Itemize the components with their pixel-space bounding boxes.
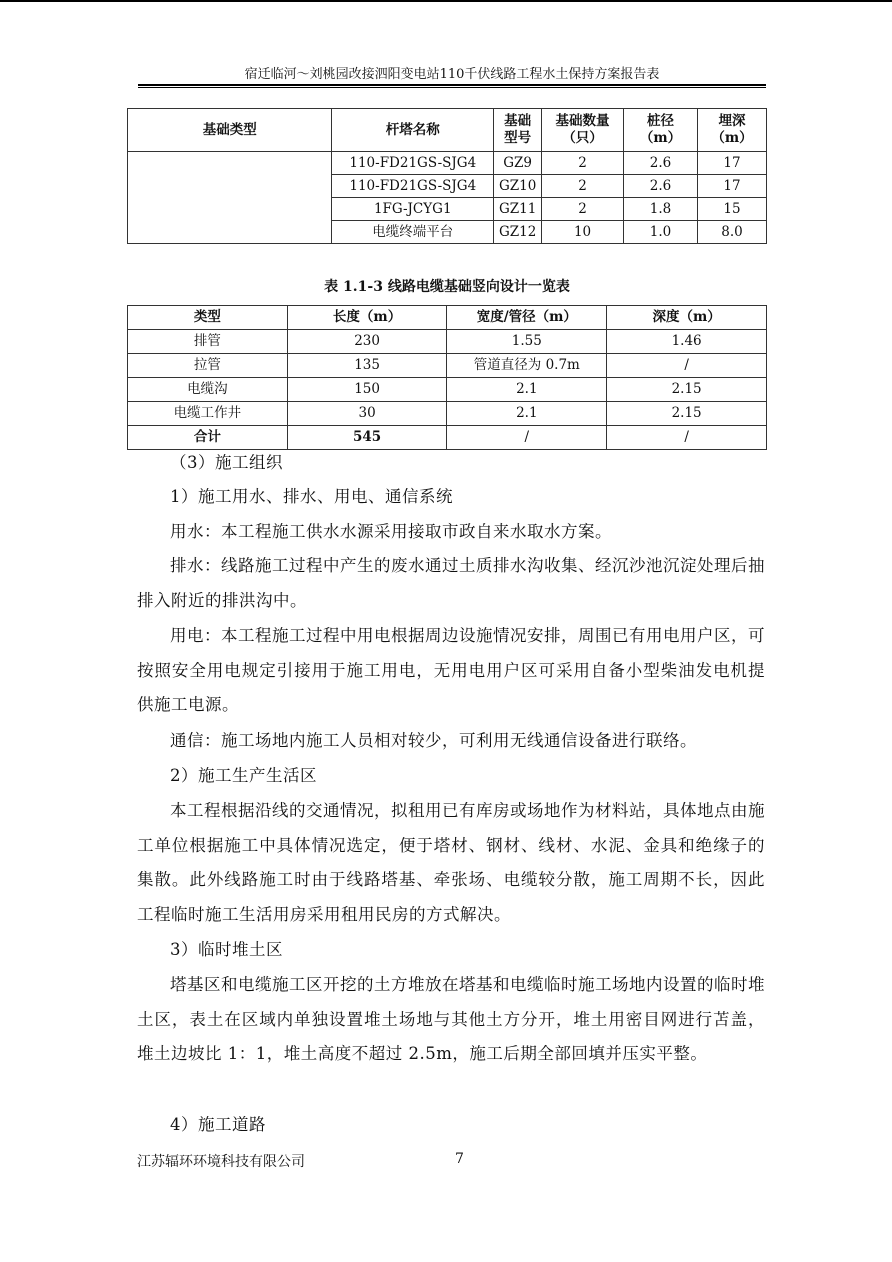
section-heading: （3）施工组织: [170, 453, 283, 472]
footer-company: 江苏辐环环境科技有限公司: [137, 1154, 305, 1170]
type-cell: 电缆沟: [128, 378, 288, 402]
depth-cell: 17: [697, 175, 766, 198]
count-cell: 10: [542, 221, 624, 244]
depth-cell: 17: [697, 152, 766, 175]
length-cell: 135: [287, 354, 447, 378]
diameter-cell: 1.8: [623, 198, 697, 221]
table-row: [128, 378, 767, 402]
count-cell: 2: [542, 175, 624, 198]
header-cell: 类型: [128, 306, 288, 330]
header-cell: 基础数量（只）: [542, 109, 624, 152]
table-row: [128, 354, 767, 378]
type-cell: 拉管: [128, 354, 288, 378]
subsection-heading: 3）临时堆土区: [170, 940, 283, 959]
length-cell: 230: [287, 330, 447, 354]
header-cell: 深度（m）: [607, 306, 767, 330]
depth-cell: 2.15: [607, 378, 767, 402]
type-cell: 排管: [128, 330, 288, 354]
subsection-heading: 2）施工生产生活区: [170, 766, 317, 785]
page-header-title: 宿迁临河～刘桃园改接泗阳变电站110千伏线路工程水土保持方案报告表: [244, 67, 660, 82]
foundation-type-cell: [128, 152, 332, 244]
header-cell: 桩径（m）: [623, 109, 697, 152]
model-cell: GZ11: [494, 198, 542, 221]
table-row: [128, 402, 767, 426]
page-number: 7: [455, 1151, 464, 1167]
tower-name-cell: 110-FD21GS-SJG4: [332, 175, 494, 198]
header-cell: 宽度/管径（m）: [447, 306, 607, 330]
paragraph-communication: 通信：施工场地内施工人员相对较少，可利用无线通信设备进行联络。: [170, 731, 697, 750]
paragraph-spoil-area: 塔基区和电缆施工区开挖的土方堆放在塔基和电缆临时施工场地内设置的临时堆土区，表土在区域内单独设置堆土场地与其他土方分开，堆土用密目网进行苫盖，堆土边坡比 1：1，堆土高度不超过 2.5m，施工后期全部回填并压实平整。: [137, 975, 765, 1063]
total-label-cell: 合计: [128, 426, 288, 450]
diameter-cell: 1.0: [623, 221, 697, 244]
paragraph-electricity: 用电：本工程施工过程中用电根据周边设施情况安排，周围已有用电用户区，可按照安全用电规定引接用于施工用电，无用电用户区可采用自备小型柴油发电机提供施工电源。: [137, 626, 765, 714]
header-cell: 基础型号: [494, 109, 542, 152]
count-cell: 2: [542, 198, 624, 221]
width-cell: 管道直径为 0.7m: [447, 354, 607, 378]
diameter-cell: 2.6: [623, 152, 697, 175]
model-cell: GZ10: [494, 175, 542, 198]
depth-cell: 2.15: [607, 402, 767, 426]
paragraph-living-area: 本工程根据沿线的交通情况，拟租用已有库房或场地作为材料站，具体地点由施工单位根据施工中具体情况选定，便于塔材、钢材、线材、水泥、金具和绝缘子的集散。此外线路施工时由于线路塔基、牵张场、电缆较分散，施工周期不长，因此工程临时施工生活用房采用租用民房的方式解决。: [137, 801, 765, 924]
header-cell: 杆塔名称: [332, 109, 494, 152]
width-cell: 2.1: [447, 402, 607, 426]
subsection-heading: 4）施工道路: [170, 1115, 266, 1134]
table-header-row: [128, 306, 767, 330]
tower-name-cell: 电缆终端平台: [332, 221, 494, 244]
width-cell: 1.55: [447, 330, 607, 354]
depth-cell: /: [607, 354, 767, 378]
table-header-row: [128, 109, 767, 152]
tower-name-cell: 110-FD21GS-SJG4: [332, 152, 494, 175]
model-cell: GZ9: [494, 152, 542, 175]
depth-cell: 15: [697, 198, 766, 221]
count-cell: 2: [542, 152, 624, 175]
header-cell: 基础类型: [128, 109, 332, 152]
table-caption: 表 1.1-3 线路电缆基础竖向设计一览表: [324, 279, 570, 295]
model-cell: GZ12: [494, 221, 542, 244]
header-rule: [138, 84, 766, 88]
total-depth-cell: /: [607, 426, 767, 450]
header-cell: 长度（m）: [287, 306, 447, 330]
width-cell: 2.1: [447, 378, 607, 402]
depth-cell: 1.46: [607, 330, 767, 354]
total-length-cell: 545: [287, 426, 447, 450]
diameter-cell: 2.6: [623, 175, 697, 198]
table-row: [128, 330, 767, 354]
length-cell: 150: [287, 378, 447, 402]
depth-cell: 8.0: [697, 221, 766, 244]
header-cell: 埋深（m）: [697, 109, 766, 152]
type-cell: 电缆工作井: [128, 402, 288, 426]
paragraph-drainage: 排水：线路施工过程中产生的废水通过土质排水沟收集、经沉沙池沉淀处理后抽排入附近的排洪沟中。: [137, 556, 765, 610]
subsection-heading: 1）施工用水、排水、用电、通信系统: [170, 487, 453, 506]
paragraph-water: 用水：本工程施工供水水源采用接取市政自来水取水方案。: [170, 522, 612, 541]
length-cell: 30: [287, 402, 447, 426]
total-width-cell: /: [447, 426, 607, 450]
foundation-table: [127, 108, 767, 244]
tower-name-cell: 1FG-JCYG1: [332, 198, 494, 221]
table-row: [128, 152, 767, 175]
cable-foundation-table: [127, 305, 767, 450]
top-border-line: [0, 0, 892, 2]
